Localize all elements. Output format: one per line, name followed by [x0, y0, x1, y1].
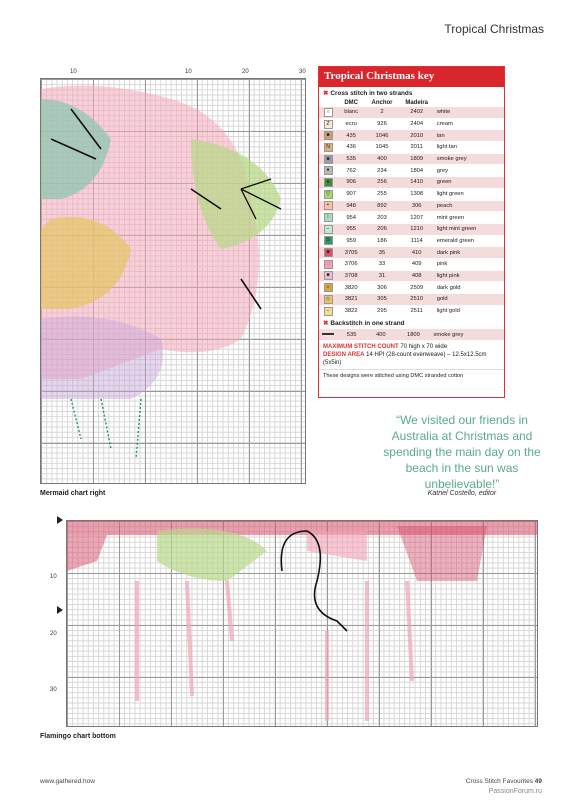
key-dmc: 959 [337, 235, 365, 247]
key-dmc: 3822 [337, 305, 365, 317]
key-madeira: 1804 [399, 165, 435, 177]
key-name: smoke grey [435, 153, 504, 165]
key-dmc: 3706 [337, 258, 365, 270]
key-anchor: 256 [365, 177, 398, 189]
key-name: dark gold [435, 282, 504, 294]
thread-swatch: Z [324, 120, 333, 129]
key-madeira: 2010 [399, 130, 435, 142]
key-row [319, 212, 504, 224]
thread-swatch: − [324, 307, 333, 316]
key-dmc: ecru [337, 118, 365, 130]
thread-swatch: − [324, 225, 333, 234]
key-madeira: 306 [399, 200, 435, 212]
key-row [319, 258, 504, 270]
key-dmc: 435 [337, 130, 365, 142]
key-madeira: 410 [399, 247, 435, 259]
row-tick: 10 [50, 574, 57, 580]
thread-swatch: ⁞ [324, 213, 333, 222]
key-row [319, 118, 504, 130]
key-table [319, 99, 504, 317]
flamingo-caption: Flamingo chart bottom [40, 733, 116, 740]
key-anchor: 35 [365, 247, 398, 259]
key-dmc: 436 [337, 142, 365, 154]
key-name: light gold [435, 305, 504, 317]
key-name: light mint green [435, 223, 504, 235]
key-madeira: 409 [399, 258, 435, 270]
backstitch-line-icon [319, 329, 337, 340]
watermark: PassionForum.ru [488, 788, 542, 795]
key-dmc: 948 [337, 200, 365, 212]
key-row [319, 153, 504, 165]
key-madeira: 1207 [399, 212, 435, 224]
key-anchor: 255 [365, 188, 398, 200]
key-row [319, 223, 504, 235]
col-anchor: Anchor [371, 100, 393, 106]
thread-swatch: ○ [324, 108, 333, 117]
key-anchor: 234 [365, 165, 398, 177]
key-dmc: 906 [337, 177, 365, 189]
key-row [319, 270, 504, 282]
key-name: light pink [435, 270, 504, 282]
center-marker-icon [57, 516, 63, 524]
key-row [319, 107, 504, 118]
key-madeira: 2511 [399, 305, 435, 317]
key-row [319, 305, 504, 317]
key-madeira: 2509 [399, 282, 435, 294]
key-anchor: 295 [365, 305, 398, 317]
key-row [319, 282, 504, 294]
key-anchor: 306 [365, 282, 398, 294]
key-dmc: 3820 [337, 282, 365, 294]
key-madeira: 1114 [399, 235, 435, 247]
key-dmc: 3708 [337, 270, 365, 282]
footer-magazine: Cross Stitch Favourites 49 [465, 778, 542, 785]
cross-section-heading: ✖ Cross stitch in two strands [323, 90, 413, 97]
col-tick: 30 [299, 69, 306, 75]
col-tick: 20 [242, 69, 249, 75]
thread-swatch: ◇ [324, 295, 333, 304]
thread-note: These designs were stitched using DMC stranded cotton [319, 369, 504, 382]
thread-swatch: ∷ [324, 260, 333, 269]
key-dmc: blanc [337, 107, 365, 118]
thread-swatch: ■ [324, 155, 333, 164]
thread-swatch: S [324, 236, 333, 245]
key-row [319, 165, 504, 177]
thread-swatch: ☼ [324, 283, 333, 292]
key-panel [318, 66, 505, 398]
key-row [319, 200, 504, 212]
mermaid-caption: Mermaid chart right [40, 490, 106, 497]
flamingo-motif [67, 521, 537, 726]
stitch-info: MAXIMUM STITCH COUNT 70 high x 70 wide DESIGN AREA 14 HPI (28-count evenweave) – 12.5x12.5cm (5x5in) [323, 344, 487, 367]
key-anchor: 31 [365, 270, 398, 282]
mermaid-motif [41, 79, 305, 483]
key-row [319, 294, 504, 306]
col-tick: 10 [185, 69, 192, 75]
key-madeira: 2402 [399, 107, 435, 118]
key-name: light tan [435, 142, 504, 154]
key-madeira: 2011 [399, 142, 435, 154]
backstitch-heading: ✖ Backstitch in one strand [323, 320, 405, 328]
editor-quote: “We visited our friends in Australia at Christmas and spending the main day on the beach in the sun was unbelievable!” [383, 413, 541, 491]
thread-swatch: ▽ [324, 190, 333, 199]
key-dmc: 762 [337, 165, 365, 177]
page-number: 49 [534, 778, 542, 785]
thread-swatch: ■ [324, 131, 333, 140]
key-dmc: 954 [337, 212, 365, 224]
key-anchor: 33 [365, 258, 398, 270]
thread-swatch: ■ [324, 248, 333, 257]
key-name: grey [435, 165, 504, 177]
key-name: tan [435, 130, 504, 142]
key-row [319, 188, 504, 200]
key-name: gold [435, 294, 504, 306]
key-anchor: 892 [365, 200, 398, 212]
key-name: green [435, 177, 504, 189]
center-marker-icon [57, 606, 63, 614]
footer-website: www.gathered.how [40, 778, 95, 785]
key-row [319, 142, 504, 154]
flamingo-chart [66, 520, 538, 727]
thread-swatch: N [324, 143, 333, 152]
key-anchor: 1046 [365, 130, 398, 142]
quote-author: Katriel Costello, editor [427, 490, 497, 497]
key-name: mint green [435, 212, 504, 224]
key-row [319, 247, 504, 259]
key-name: cream [435, 118, 504, 130]
mermaid-chart [40, 78, 306, 484]
key-name: dark pink [435, 247, 504, 259]
key-dmc: 955 [337, 223, 365, 235]
key-anchor: 186 [365, 235, 398, 247]
cross-icon: ✖ [323, 320, 329, 328]
cross-icon: ✖ [323, 90, 329, 97]
key-name: emerald green [435, 235, 504, 247]
key-madeira: 1308 [399, 188, 435, 200]
key-dmc: 3821 [337, 294, 365, 306]
col-madeira: Madeira [405, 100, 429, 106]
key-anchor: 926 [365, 118, 398, 130]
thread-swatch: + [324, 201, 333, 210]
thread-swatch: ● [324, 166, 333, 175]
key-name: white [435, 107, 504, 118]
key-row [319, 130, 504, 142]
key-name: light green [435, 188, 504, 200]
key-row [319, 235, 504, 247]
key-anchor: 1045 [365, 142, 398, 154]
key-title: Tropical Christmas key [319, 67, 504, 87]
col-dmc: DMC [344, 100, 358, 106]
col-tick: 10 [70, 69, 77, 75]
key-dmc: 535 [337, 153, 365, 165]
key-dmc: 3705 [337, 247, 365, 259]
key-anchor: 203 [365, 212, 398, 224]
thread-swatch: ■ [324, 271, 333, 280]
key-name: peach [435, 200, 504, 212]
thread-swatch: ♦ [324, 178, 333, 187]
row-tick: 30 [50, 687, 57, 693]
key-anchor: 400 [365, 153, 398, 165]
backstitch-table: 535 400 1809 smoke grey [319, 329, 504, 341]
key-madeira: 408 [399, 270, 435, 282]
key-anchor: 2 [365, 107, 398, 118]
key-name: pink [435, 258, 504, 270]
key-madeira: 1410 [399, 177, 435, 189]
key-anchor: 206 [365, 223, 398, 235]
key-madeira: 2404 [399, 118, 435, 130]
row-tick: 20 [50, 631, 57, 637]
key-madeira: 1809 [399, 153, 435, 165]
key-row [319, 177, 504, 189]
page-title: Tropical Christmas [444, 22, 544, 36]
key-madeira: 1210 [399, 223, 435, 235]
key-madeira: 2510 [399, 294, 435, 306]
key-dmc: 907 [337, 188, 365, 200]
key-anchor: 305 [365, 294, 398, 306]
